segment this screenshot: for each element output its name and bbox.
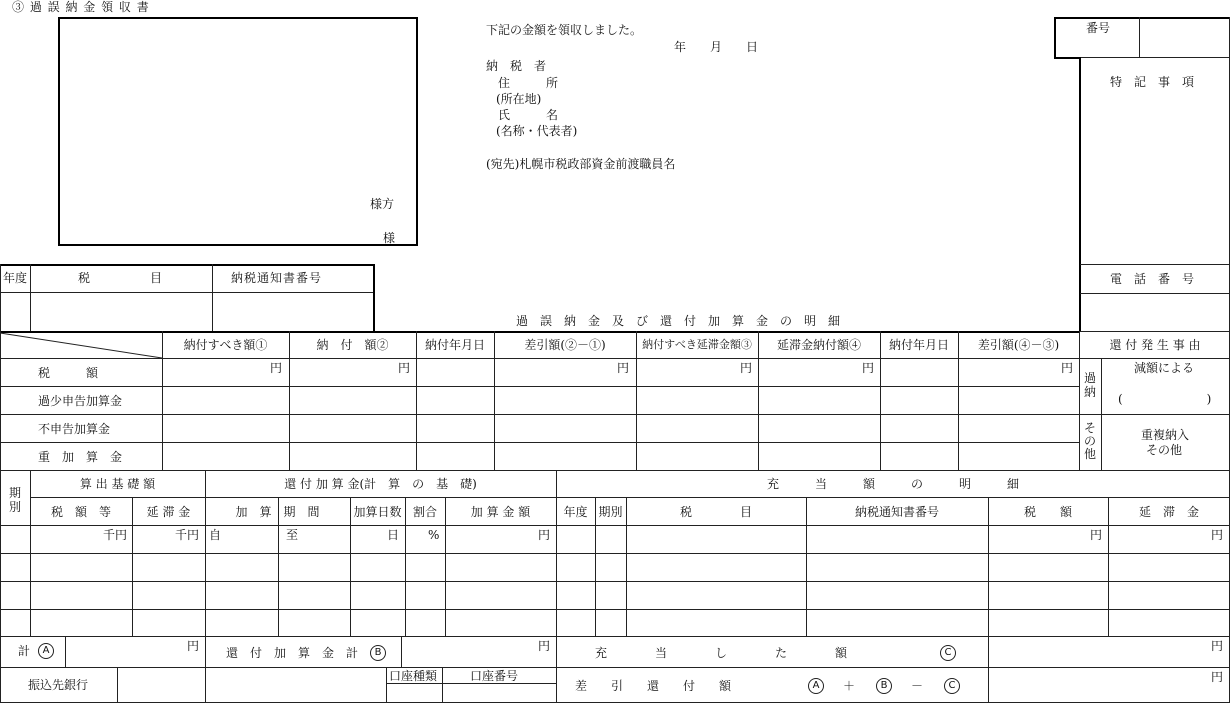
address-label: 住 所 — [498, 76, 559, 90]
yen-unit: 円 — [1211, 639, 1224, 653]
col-late-fee-paid: 延滞金納付額④ — [776, 338, 861, 352]
bank-label: 振込先銀行 — [28, 678, 89, 692]
plus-sign: ＋ — [843, 679, 856, 693]
yen-unit: 円 — [740, 361, 753, 375]
tax-item-header: 税 目 — [78, 271, 163, 285]
sen-yen-unit: 千円 — [103, 528, 128, 542]
col-amount-due: 納付すべき額① — [183, 338, 268, 352]
special-notes-label: 特 記 事 項 — [1110, 75, 1195, 89]
col-difference: 差引額(②－①) — [524, 338, 606, 352]
year-header: 年度 — [3, 271, 28, 285]
addressee-label: (宛先)札幌市税政部資金前渡職員名 — [486, 157, 676, 171]
net-refund-label: 差 引 還 付 額 — [575, 679, 732, 693]
calc-days-header: 加算日数 — [353, 505, 402, 519]
col-pay-date: 納付年月日 — [424, 338, 485, 352]
account-number-label: 口座番号 — [470, 669, 519, 683]
number-label: 番号 — [1086, 21, 1111, 35]
alloc-period-header: 期別 — [598, 505, 623, 519]
col-amount-paid: 納 付 額② — [316, 338, 389, 352]
sama-kata-label: 様方 — [370, 197, 395, 211]
row-underreport-penalty: 過少申告加算金 — [38, 394, 123, 408]
sama-label: 様 — [383, 231, 396, 245]
add-amount-header: 加 算 金 額 — [470, 505, 531, 519]
receipt-date: 年 月 日 — [674, 40, 759, 54]
alloc-tax-amount-header: 税 額 — [1023, 505, 1072, 519]
circle-c-mark: C — [944, 678, 960, 694]
alloc-tax-item-header: 税 目 — [679, 505, 752, 519]
receipt-statement: 下記の金額を領収しました。 — [486, 23, 643, 37]
reduction-paren: ( ) — [1118, 392, 1212, 406]
from-label: 自 — [209, 528, 222, 542]
location-label: (所在地) — [496, 92, 542, 106]
yen-unit: 円 — [1061, 361, 1074, 375]
circle-c-mark: C — [940, 645, 956, 661]
name-label: 氏 名 — [498, 108, 559, 122]
rate-header: 割合 — [412, 505, 437, 519]
notice-number-header: 納税通知書番号 — [231, 271, 323, 285]
row-heavy-penalty: 重 加 算 金 — [38, 450, 123, 464]
day-unit: 日 — [387, 528, 400, 542]
yen-unit: 円 — [862, 361, 875, 375]
yen-unit: 円 — [617, 361, 630, 375]
refund-add-header: 還 付 加 算 金(計 算 の 基 礎) — [284, 477, 477, 491]
minus-sign: － — [911, 679, 924, 693]
total-label: 計 — [18, 644, 31, 658]
yen-unit: 円 — [538, 528, 551, 542]
alloc-notice-no-header: 納税通知書番号 — [854, 505, 939, 519]
refund-cause-header: 還 付 発 生 事 由 — [1109, 338, 1201, 352]
row-tax-amount: 税 額 — [38, 366, 99, 380]
header-diagonal — [0, 331, 163, 359]
form-title: ③ 過 誤 納 金 領 収 書 — [12, 0, 150, 14]
row-nonfiling-penalty: 不申告加算金 — [38, 422, 111, 436]
yen-unit: 円 — [1090, 528, 1103, 542]
circle-a-mark: A — [38, 643, 54, 659]
circle-b-mark: B — [370, 645, 386, 661]
address-window — [58, 17, 418, 246]
yen-unit: 円 — [398, 361, 411, 375]
period-label: 期別 — [9, 486, 22, 514]
allocated-amount-label: 充 当 し た 額 — [595, 646, 848, 660]
percent-unit: % — [428, 528, 440, 542]
circle-b-mark: B — [876, 678, 892, 694]
phone-label: 電 話 番 号 — [1110, 272, 1195, 286]
yen-unit: 円 — [270, 361, 283, 375]
late-fee-header: 延 滞 金 — [146, 505, 191, 519]
col-pay-date-2: 納付年月日 — [888, 338, 949, 352]
taxpayer-label: 納 税 者 — [486, 59, 547, 73]
yen-unit: 円 — [1211, 528, 1224, 542]
yen-unit: 円 — [187, 639, 200, 653]
duplicate-payment-label: 重複納入 — [1141, 428, 1190, 442]
tax-amount-etc-header: 税 額 等 — [50, 505, 111, 519]
other-label: その他 — [1146, 443, 1183, 457]
circle-a-mark: A — [808, 678, 824, 694]
alloc-late-fee-header: 延 滞 金 — [1138, 505, 1199, 519]
col-difference-2: 差引額(④－③) — [977, 338, 1060, 352]
allocation-header: 充 当 額 の 明 細 — [766, 477, 1019, 491]
col-late-fee-due: 納付すべき延滞金額③ — [642, 338, 752, 351]
account-type-label: 口座種類 — [389, 669, 438, 683]
sen-yen-unit: 千円 — [175, 528, 200, 542]
refund-add-total-label: 還 付 加 算 金 計 — [226, 646, 359, 660]
yen-unit: 円 — [538, 639, 551, 653]
other-vertical-label: その他 — [1084, 421, 1097, 461]
name-rep-label: (名称・代表者) — [496, 124, 578, 138]
detail-title: 過 誤 納 金 及 び 還 付 加 算 金 の 明 細 — [516, 314, 841, 328]
overpayment-label: 過納 — [1084, 371, 1097, 399]
reduction-label: 減額による — [1134, 361, 1195, 375]
calc-base-header: 算 出 基 礎 額 — [79, 477, 156, 491]
yen-unit: 円 — [1211, 670, 1224, 684]
calc-period-header: 加 算 期 間 — [235, 505, 320, 519]
alloc-year-header: 年度 — [563, 505, 588, 519]
to-label: 至 — [286, 528, 299, 542]
